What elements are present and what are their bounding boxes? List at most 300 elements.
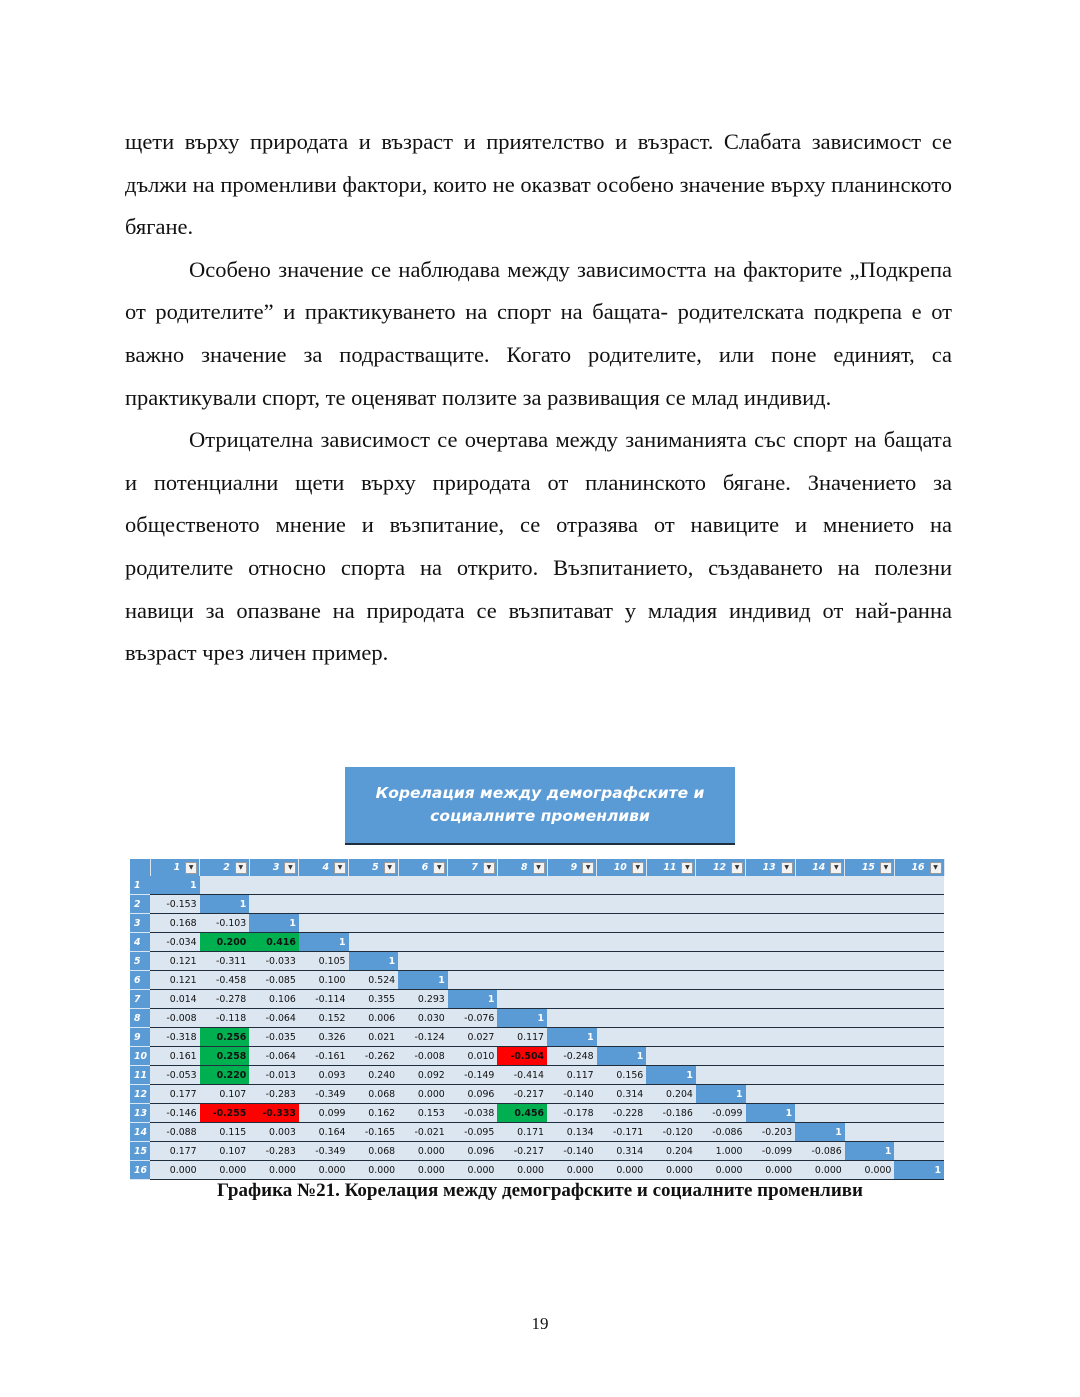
diagonal-cell: 1 xyxy=(547,1028,597,1047)
empty-cell xyxy=(597,895,647,914)
empty-cell xyxy=(646,971,696,990)
correlation-cell: 0.314 xyxy=(597,1142,647,1161)
empty-cell xyxy=(646,1009,696,1028)
correlation-cell: 0.003 xyxy=(249,1123,299,1142)
diagonal-cell: 1 xyxy=(894,1161,944,1180)
chart-title-box xyxy=(345,767,735,845)
correlation-cell: -0.217 xyxy=(497,1142,547,1161)
correlation-cell: -0.095 xyxy=(448,1123,498,1142)
negative-highlight-cell: -0.255 xyxy=(200,1104,250,1123)
empty-cell xyxy=(646,1047,696,1066)
correlation-cell: 0.000 xyxy=(150,1161,200,1180)
correlation-cell: -0.033 xyxy=(249,952,299,971)
correlation-cell: -0.414 xyxy=(497,1066,547,1085)
column-header xyxy=(448,859,498,876)
empty-cell xyxy=(547,914,597,933)
empty-cell xyxy=(448,933,498,952)
correlation-cell: 0.014 xyxy=(150,990,200,1009)
correlation-cell: 0.204 xyxy=(646,1085,696,1104)
correlation-cell: 0.121 xyxy=(150,971,200,990)
empty-cell xyxy=(746,952,796,971)
table-row xyxy=(130,1009,944,1028)
correlation-cell: 0.164 xyxy=(299,1123,349,1142)
column-header-label: 8 xyxy=(520,862,528,873)
correlation-cell: 0.107 xyxy=(200,1085,250,1104)
column-header-label: 15 xyxy=(861,862,875,873)
filter-dropdown-icon[interactable]: ▼ xyxy=(284,862,296,874)
empty-cell xyxy=(597,990,647,1009)
empty-cell xyxy=(845,1123,895,1142)
correlation-cell: 0.000 xyxy=(746,1161,796,1180)
correlation-cell: -0.035 xyxy=(249,1028,299,1047)
empty-cell xyxy=(795,990,845,1009)
empty-cell xyxy=(746,933,796,952)
empty-cell xyxy=(894,1028,944,1047)
column-header-label: 12 xyxy=(712,862,726,873)
empty-cell xyxy=(547,895,597,914)
empty-cell xyxy=(646,952,696,971)
empty-cell xyxy=(547,990,597,1009)
correlation-cell: -0.008 xyxy=(398,1047,448,1066)
correlation-cell: -0.114 xyxy=(299,990,349,1009)
column-header xyxy=(795,859,845,876)
diagonal-cell: 1 xyxy=(150,876,200,895)
column-header-label: 14 xyxy=(812,862,826,873)
empty-cell xyxy=(746,1066,796,1085)
figure-caption: Графика №21. Корелация между демографските и социалните променливи xyxy=(217,1180,863,1201)
correlation-cell: 0.107 xyxy=(200,1142,250,1161)
empty-cell xyxy=(646,876,696,895)
diagonal-cell: 1 xyxy=(448,990,498,1009)
correlation-cell: 0.161 xyxy=(150,1047,200,1066)
column-header xyxy=(894,859,944,876)
paragraph-3: Отрицателна зависимост се очертава между заниманията със спорт на бащата и потенциални щети върху природата от планинското бягане. Значението за общественото мнение и възпитание, се отразява от навиците и мнението на родителите относно спорта на открито. Възпитанието, създаването на полезни навици за опазване на природата се възпитават у младия индивид от най-ранна възраст чрез личен пример. xyxy=(125,427,952,666)
correlation-cell: 0.177 xyxy=(150,1142,200,1161)
column-header xyxy=(597,859,647,876)
column-header xyxy=(497,859,547,876)
filter-dropdown-icon[interactable]: ▼ xyxy=(582,862,594,874)
correlation-cell: -0.248 xyxy=(547,1047,597,1066)
correlation-cell: -0.349 xyxy=(299,1085,349,1104)
empty-cell xyxy=(597,971,647,990)
empty-cell xyxy=(845,1047,895,1066)
correlation-cell: 0.000 xyxy=(249,1161,299,1180)
empty-cell xyxy=(795,876,845,895)
empty-cell xyxy=(696,914,746,933)
correlation-cell: 0.134 xyxy=(547,1123,597,1142)
body-text xyxy=(125,121,952,675)
empty-cell xyxy=(448,914,498,933)
row-header: 7 xyxy=(130,990,150,1009)
filter-dropdown-icon[interactable]: ▼ xyxy=(334,862,346,874)
empty-cell xyxy=(696,876,746,895)
empty-cell xyxy=(894,1104,944,1123)
column-header xyxy=(200,859,250,876)
filter-dropdown-icon[interactable]: ▼ xyxy=(681,862,693,874)
row-header: 16 xyxy=(130,1161,150,1180)
row-header: 3 xyxy=(130,914,150,933)
paragraph-2: Особено значение се наблюдава между зависимостта на факторите „Подкрепа от родителите” и практикуването на спорт на бащата- родителската подкрепа е от важно значение за подрастващите. Когато родителите, или поне единият, са практикували спорт, те оценяват ползите за развиващия се млад индивид. xyxy=(125,256,952,410)
empty-cell xyxy=(547,1009,597,1028)
diagonal-cell: 1 xyxy=(249,914,299,933)
empty-cell xyxy=(398,933,448,952)
row-header: 12 xyxy=(130,1085,150,1104)
correlation-cell: 0.171 xyxy=(497,1123,547,1142)
column-header xyxy=(547,859,597,876)
column-header-label: 6 xyxy=(421,862,429,873)
empty-cell xyxy=(398,895,448,914)
row-header: 4 xyxy=(130,933,150,952)
positive-highlight-cell: 0.220 xyxy=(200,1066,250,1085)
column-header xyxy=(398,859,448,876)
diagonal-cell: 1 xyxy=(795,1123,845,1142)
correlation-cell: 0.092 xyxy=(398,1066,448,1085)
page-number: 19 xyxy=(531,1314,549,1333)
filter-dropdown-icon[interactable]: ▼ xyxy=(880,862,892,874)
correlation-cell: 0.068 xyxy=(349,1142,399,1161)
correlation-cell: 0.093 xyxy=(299,1066,349,1085)
correlation-cell: 0.000 xyxy=(398,1142,448,1161)
empty-cell xyxy=(646,914,696,933)
diagonal-cell: 1 xyxy=(200,895,250,914)
empty-cell xyxy=(497,971,547,990)
correlation-cell: 0.106 xyxy=(249,990,299,1009)
table-row xyxy=(130,933,944,952)
empty-cell xyxy=(845,1085,895,1104)
table-row xyxy=(130,1104,944,1123)
empty-cell xyxy=(299,876,349,895)
correlation-cell: -0.103 xyxy=(200,914,250,933)
positive-highlight-cell: 0.200 xyxy=(200,933,250,952)
correlation-cell: 0.000 xyxy=(398,1161,448,1180)
empty-cell xyxy=(349,876,399,895)
filter-dropdown-icon[interactable]: ▼ xyxy=(632,862,644,874)
table-row xyxy=(130,1028,944,1047)
correlation-cell: 0.000 xyxy=(200,1161,250,1180)
correlation-cell: 0.000 xyxy=(845,1161,895,1180)
row-header: 5 xyxy=(130,952,150,971)
correlation-cell: -0.064 xyxy=(249,1047,299,1066)
correlation-matrix-table xyxy=(130,859,945,1180)
empty-cell xyxy=(696,1009,746,1028)
correlation-cell: -0.088 xyxy=(150,1123,200,1142)
empty-cell xyxy=(894,952,944,971)
positive-highlight-cell: 0.456 xyxy=(497,1104,547,1123)
empty-cell xyxy=(746,1028,796,1047)
correlation-cell: -0.178 xyxy=(547,1104,597,1123)
correlation-cell: 0.000 xyxy=(448,1161,498,1180)
correlation-cell: 0.000 xyxy=(349,1161,399,1180)
empty-cell xyxy=(646,933,696,952)
correlation-cell: -0.318 xyxy=(150,1028,200,1047)
correlation-cell: -0.076 xyxy=(448,1009,498,1028)
correlation-cell: 0.000 xyxy=(597,1161,647,1180)
correlation-cell: 0.100 xyxy=(299,971,349,990)
column-header xyxy=(249,859,299,876)
row-header: 11 xyxy=(130,1066,150,1085)
table-row xyxy=(130,876,944,895)
empty-cell xyxy=(894,1009,944,1028)
empty-cell xyxy=(696,1028,746,1047)
correlation-cell: 0.117 xyxy=(497,1028,547,1047)
filter-dropdown-icon[interactable]: ▼ xyxy=(384,862,396,874)
empty-cell xyxy=(696,990,746,1009)
empty-cell xyxy=(894,876,944,895)
negative-highlight-cell: -0.504 xyxy=(497,1047,547,1066)
empty-cell xyxy=(894,1123,944,1142)
filter-dropdown-icon[interactable]: ▼ xyxy=(930,862,942,874)
correlation-cell: 0.326 xyxy=(299,1028,349,1047)
empty-cell xyxy=(696,971,746,990)
correlation-cell: -0.186 xyxy=(646,1104,696,1123)
empty-cell xyxy=(200,876,250,895)
empty-cell xyxy=(894,1142,944,1161)
empty-cell xyxy=(795,952,845,971)
row-header: 9 xyxy=(130,1028,150,1047)
positive-highlight-cell: 0.258 xyxy=(200,1047,250,1066)
empty-cell xyxy=(646,895,696,914)
correlation-cell: 0.152 xyxy=(299,1009,349,1028)
empty-cell xyxy=(746,990,796,1009)
empty-cell xyxy=(299,895,349,914)
table-row xyxy=(130,1047,944,1066)
paragraph-1: щети върху природата и възраст и приятелство и възраст. Слабата зависимост се дължи на променливи фактори, които не оказват особено значение върху планинското бягане. xyxy=(125,129,952,240)
filter-dropdown-icon[interactable]: ▼ xyxy=(781,862,793,874)
correlation-cell: -0.262 xyxy=(349,1047,399,1066)
column-header-label: 16 xyxy=(911,862,925,873)
header-row xyxy=(130,859,944,876)
correlation-cell: -0.053 xyxy=(150,1066,200,1085)
correlation-cell: 0.000 xyxy=(696,1161,746,1180)
table-row xyxy=(130,1123,944,1142)
empty-cell xyxy=(597,914,647,933)
empty-cell xyxy=(795,1066,845,1085)
correlation-cell: -0.118 xyxy=(200,1009,250,1028)
correlation-cell: 0.153 xyxy=(398,1104,448,1123)
filter-dropdown-icon[interactable]: ▼ xyxy=(185,862,197,874)
empty-cell xyxy=(646,1028,696,1047)
empty-cell xyxy=(597,952,647,971)
empty-cell xyxy=(597,1009,647,1028)
empty-cell xyxy=(894,990,944,1009)
empty-cell xyxy=(249,876,299,895)
filter-dropdown-icon[interactable]: ▼ xyxy=(533,862,545,874)
correlation-cell: 0.177 xyxy=(150,1085,200,1104)
filter-dropdown-icon[interactable]: ▼ xyxy=(483,862,495,874)
empty-cell xyxy=(845,933,895,952)
correlation-cell: 0.068 xyxy=(349,1085,399,1104)
empty-cell xyxy=(398,914,448,933)
empty-cell xyxy=(795,914,845,933)
correlation-cell: -0.149 xyxy=(448,1066,498,1085)
empty-cell xyxy=(845,990,895,1009)
empty-cell xyxy=(696,1066,746,1085)
correlation-cell: -0.146 xyxy=(150,1104,200,1123)
header-corner xyxy=(130,859,150,876)
column-header xyxy=(299,859,349,876)
chart-title: Корелация между демографските и социалните променливи xyxy=(375,784,705,825)
column-header-label: 10 xyxy=(613,862,627,873)
correlation-cell: -0.140 xyxy=(547,1142,597,1161)
empty-cell xyxy=(448,952,498,971)
empty-cell xyxy=(448,876,498,895)
column-header-label: 11 xyxy=(663,862,677,873)
correlation-cell: -0.086 xyxy=(795,1142,845,1161)
column-header-label: 9 xyxy=(570,862,578,873)
row-header: 15 xyxy=(130,1142,150,1161)
correlation-cell: -0.085 xyxy=(249,971,299,990)
column-header xyxy=(349,859,399,876)
empty-cell xyxy=(696,952,746,971)
empty-cell xyxy=(845,914,895,933)
diagonal-cell: 1 xyxy=(646,1066,696,1085)
column-header xyxy=(845,859,895,876)
correlation-cell: -0.099 xyxy=(746,1142,796,1161)
correlation-cell: -0.161 xyxy=(299,1047,349,1066)
correlation-cell: 0.096 xyxy=(448,1142,498,1161)
empty-cell xyxy=(845,952,895,971)
correlation-cell: 0.000 xyxy=(646,1161,696,1180)
correlation-cell: 0.115 xyxy=(200,1123,250,1142)
correlation-cell: 0.000 xyxy=(497,1161,547,1180)
empty-cell xyxy=(795,1028,845,1047)
empty-cell xyxy=(349,895,399,914)
correlation-cell: 0.156 xyxy=(597,1066,647,1085)
empty-cell xyxy=(845,1104,895,1123)
correlation-cell: -0.086 xyxy=(696,1123,746,1142)
row-header: 8 xyxy=(130,1009,150,1028)
correlation-cell: -0.311 xyxy=(200,952,250,971)
empty-cell xyxy=(497,876,547,895)
column-header xyxy=(696,859,746,876)
filter-dropdown-icon[interactable]: ▼ xyxy=(433,862,445,874)
empty-cell xyxy=(497,933,547,952)
correlation-cell: -0.349 xyxy=(299,1142,349,1161)
correlation-cell: -0.153 xyxy=(150,895,200,914)
empty-cell xyxy=(597,1028,647,1047)
empty-cell xyxy=(795,1085,845,1104)
empty-cell xyxy=(547,971,597,990)
correlation-cell: 0.006 xyxy=(349,1009,399,1028)
empty-cell xyxy=(398,952,448,971)
filter-dropdown-icon[interactable]: ▼ xyxy=(731,862,743,874)
empty-cell xyxy=(845,971,895,990)
negative-highlight-cell: -0.333 xyxy=(249,1104,299,1123)
empty-cell xyxy=(547,876,597,895)
table-row xyxy=(130,1085,944,1104)
empty-cell xyxy=(845,876,895,895)
correlation-cell: 0.027 xyxy=(448,1028,498,1047)
row-header: 1 xyxy=(130,876,150,895)
correlation-cell: -0.120 xyxy=(646,1123,696,1142)
correlation-cell: 0.168 xyxy=(150,914,200,933)
empty-cell xyxy=(894,933,944,952)
correlation-cell: 0.010 xyxy=(448,1047,498,1066)
table-row xyxy=(130,1066,944,1085)
correlation-cell: -0.283 xyxy=(249,1142,299,1161)
empty-cell xyxy=(795,1047,845,1066)
empty-cell xyxy=(696,933,746,952)
empty-cell xyxy=(299,914,349,933)
correlation-cell: -0.283 xyxy=(249,1085,299,1104)
correlation-cell: 0.105 xyxy=(299,952,349,971)
correlation-cell: -0.034 xyxy=(150,933,200,952)
column-header-label: 2 xyxy=(223,862,230,873)
table-row xyxy=(130,990,944,1009)
correlation-cell: -0.171 xyxy=(597,1123,647,1142)
empty-cell xyxy=(746,876,796,895)
correlation-cell: 0.099 xyxy=(299,1104,349,1123)
correlation-cell: -0.013 xyxy=(249,1066,299,1085)
empty-cell xyxy=(894,1085,944,1104)
table-row xyxy=(130,1161,944,1180)
empty-cell xyxy=(795,1104,845,1123)
column-header-label: 7 xyxy=(471,862,478,873)
row-header: 10 xyxy=(130,1047,150,1066)
empty-cell xyxy=(696,1047,746,1066)
correlation-cell: -0.008 xyxy=(150,1009,200,1028)
correlation-cell: 0.204 xyxy=(646,1142,696,1161)
diagonal-cell: 1 xyxy=(349,952,399,971)
empty-cell xyxy=(746,914,796,933)
empty-cell xyxy=(398,876,448,895)
correlation-cell: 0.000 xyxy=(398,1085,448,1104)
empty-cell xyxy=(894,895,944,914)
correlation-cell: 0.355 xyxy=(349,990,399,1009)
correlation-cell: 0.240 xyxy=(349,1066,399,1085)
empty-cell xyxy=(845,1028,895,1047)
empty-cell xyxy=(746,1009,796,1028)
column-header xyxy=(150,859,200,876)
empty-cell xyxy=(746,1047,796,1066)
row-header: 6 xyxy=(130,971,150,990)
empty-cell xyxy=(249,895,299,914)
correlation-cell: -0.217 xyxy=(497,1085,547,1104)
empty-cell xyxy=(746,1085,796,1104)
empty-cell xyxy=(646,990,696,1009)
empty-cell xyxy=(795,1009,845,1028)
empty-cell xyxy=(497,914,547,933)
correlation-cell: -0.165 xyxy=(349,1123,399,1142)
empty-cell xyxy=(349,914,399,933)
correlation-cell: 0.314 xyxy=(597,1085,647,1104)
filter-dropdown-icon[interactable]: ▼ xyxy=(830,862,842,874)
column-header-label: 3 xyxy=(272,862,280,873)
correlation-cell: -0.203 xyxy=(746,1123,796,1142)
correlation-cell: 1.000 xyxy=(696,1142,746,1161)
table-row xyxy=(130,952,944,971)
column-header-label: 4 xyxy=(322,862,329,873)
correlation-cell: -0.458 xyxy=(200,971,250,990)
empty-cell xyxy=(497,990,547,1009)
row-header: 14 xyxy=(130,1123,150,1142)
positive-highlight-cell: 0.416 xyxy=(249,933,299,952)
column-header-label: 13 xyxy=(762,862,776,873)
correlation-cell: 0.000 xyxy=(795,1161,845,1180)
column-header xyxy=(746,859,796,876)
positive-highlight-cell: 0.256 xyxy=(200,1028,250,1047)
empty-cell xyxy=(845,1009,895,1028)
correlation-cell: 0.162 xyxy=(349,1104,399,1123)
empty-cell xyxy=(845,1066,895,1085)
empty-cell xyxy=(497,952,547,971)
table-row xyxy=(130,895,944,914)
filter-dropdown-icon[interactable]: ▼ xyxy=(235,862,247,874)
correlation-cell: 0.030 xyxy=(398,1009,448,1028)
empty-cell xyxy=(497,895,547,914)
empty-cell xyxy=(894,914,944,933)
table-row xyxy=(130,971,944,990)
